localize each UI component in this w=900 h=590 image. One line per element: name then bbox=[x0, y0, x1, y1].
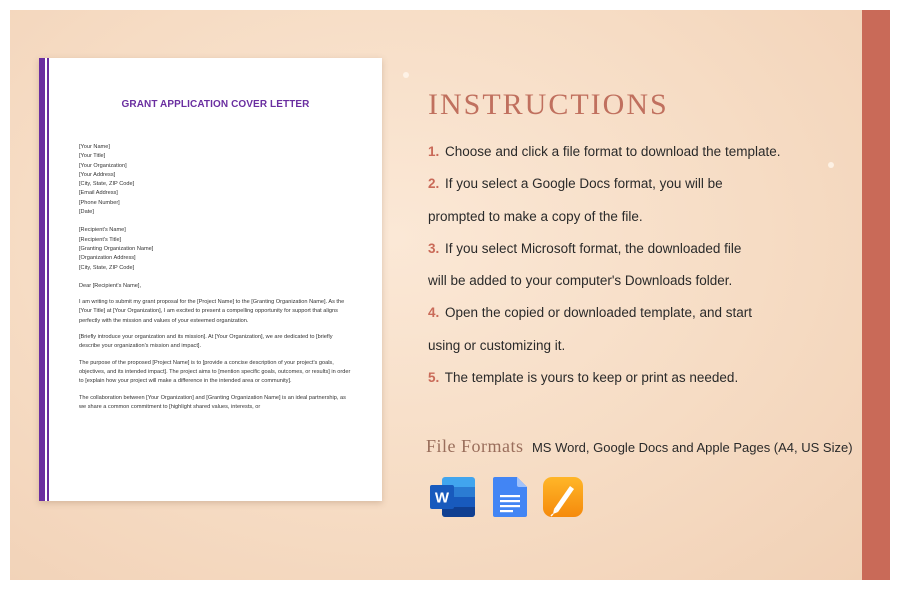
google-docs-icon[interactable] bbox=[486, 476, 532, 518]
instructions-list bbox=[428, 144, 838, 402]
step-text: If you select a Google Docs format, you will be bbox=[445, 176, 723, 192]
sender-line: [Phone Number] bbox=[79, 199, 120, 206]
recipient-line: [Recipient's Name] bbox=[79, 227, 126, 234]
instruction-step-5 bbox=[428, 370, 838, 402]
sender-line: [Date] bbox=[79, 209, 94, 216]
step-text: prompted to make a copy of the file. bbox=[428, 208, 643, 224]
instruction-step-3 bbox=[428, 241, 838, 273]
recipient-line: [Recipient's Title] bbox=[79, 236, 122, 243]
instruction-step-2 bbox=[428, 176, 838, 208]
recipient-block bbox=[79, 226, 351, 272]
step-number: 1. bbox=[428, 144, 440, 159]
step-text: Choose and click a file format to download the template. bbox=[445, 144, 781, 159]
recipient-line: [Organization Address] bbox=[79, 255, 136, 262]
sender-block bbox=[79, 143, 351, 217]
side-accent-bar bbox=[862, 10, 890, 580]
step-text: will be added to your computer's Downloads folder. bbox=[428, 273, 733, 289]
step-number: 2. bbox=[428, 176, 440, 192]
step-number: 3. bbox=[428, 240, 440, 256]
step-number: 4. bbox=[428, 305, 440, 321]
sparkle-decoration bbox=[403, 72, 409, 78]
document-body bbox=[79, 143, 351, 419]
instruction-step-2-cont bbox=[428, 209, 838, 241]
recipient-line: [Granting Organization Name] bbox=[79, 245, 154, 252]
step-text: using or customizing it. bbox=[428, 337, 566, 353]
step-text: The template is yours to keep or print as needed. bbox=[444, 370, 739, 386]
sender-line: [Your Organization] bbox=[79, 162, 127, 169]
recipient-line: [City, State, ZIP Code] bbox=[79, 264, 135, 271]
body-paragraph: I am writing to submit my grant proposal for the [Project Name] to the [Granting Organization Name]. As the [Your Title] at [Your Organization], I am excited to present a compelling opportunity for support that aligns perfectly with the mission and values of your esteemed organization. bbox=[79, 299, 345, 324]
body-paragraph: The purpose of the proposed [Project Name] is to [provide a concise description of your project's goals, objectives, and its intended impact]. The project aims to [mention specific goals, outcomes, or results] in order to [explain how your project will make a difference in the intended area or community]. bbox=[79, 359, 351, 385]
sender-line: [Your Title] bbox=[79, 153, 106, 160]
instructions-heading: INSTRUCTIONS bbox=[428, 88, 669, 121]
sender-line: [City, State, ZIP Code] bbox=[79, 181, 135, 188]
file-formats-label: File Formats bbox=[426, 436, 524, 456]
word-letter: W bbox=[434, 489, 450, 507]
sender-line: [Your Address] bbox=[79, 171, 116, 178]
step-number: 5. bbox=[428, 370, 440, 386]
ms-word-icon[interactable] bbox=[430, 476, 476, 518]
body-paragraph: The collaboration between [Your Organization] and [Granting Organization Name] is an ideal partnership, as we share a common commitment to [highlight shared values, interests, or bbox=[79, 394, 346, 410]
doc-stripe bbox=[39, 58, 45, 501]
step-text: Open the copied or downloaded template, and start bbox=[445, 305, 752, 321]
instruction-step-3-cont bbox=[428, 273, 838, 305]
doc-stripe bbox=[47, 58, 49, 501]
apple-pages-icon[interactable] bbox=[540, 476, 586, 518]
instruction-step-4-cont bbox=[428, 338, 838, 370]
file-formats-row bbox=[426, 436, 853, 457]
file-formats-value: MS Word, Google Docs and Apple Pages (A4, US Size) bbox=[531, 440, 853, 455]
instruction-step-1 bbox=[428, 144, 838, 176]
body-paragraph: [Briefly introduce your organization and its mission]. At [Your Organization], we are dedicated to [briefly describe your organization's mission and impact]. bbox=[79, 334, 333, 350]
document-preview bbox=[39, 58, 382, 501]
sender-line: [Your Name] bbox=[79, 144, 110, 150]
sender-line: [Email Address] bbox=[79, 190, 118, 197]
step-text: If you select Microsoft format, the downloaded file bbox=[445, 240, 742, 256]
instruction-step-4 bbox=[428, 305, 838, 337]
greeting: Dear [Recipient's Name], bbox=[79, 282, 142, 289]
document-title: GRANT APPLICATION COVER LETTER bbox=[121, 99, 310, 110]
